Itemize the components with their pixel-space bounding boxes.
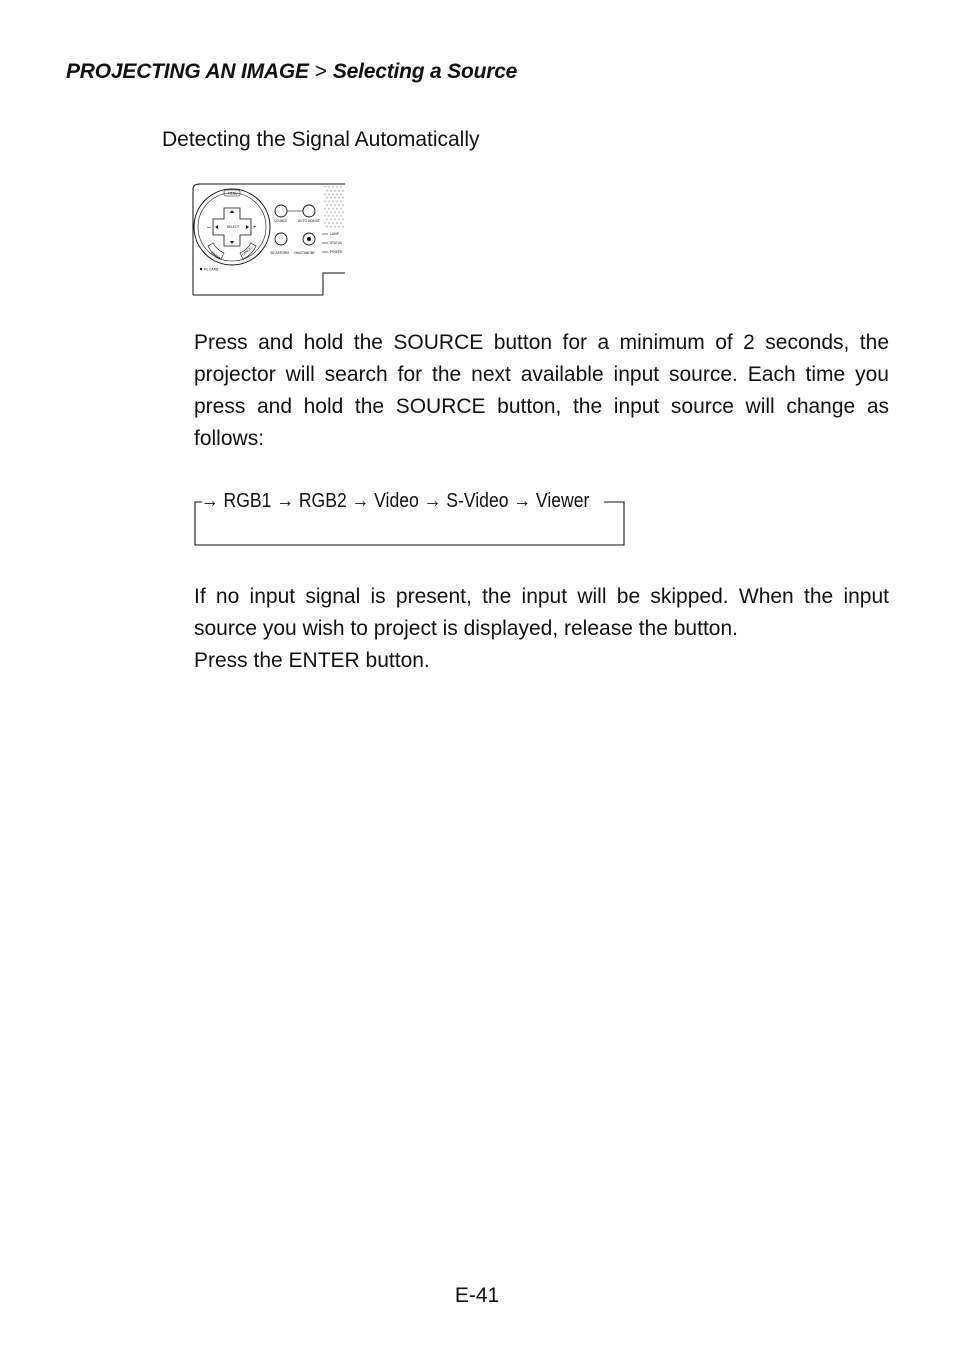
cycle-arrow: → — [201, 490, 219, 512]
subheading: Detecting the Signal Automatically — [162, 128, 480, 151]
paragraph2-line2: source you wish to project is displayed, release the button. — [194, 617, 738, 640]
enter-label: ENTER — [210, 250, 222, 261]
auto-adjust-button — [303, 205, 315, 217]
header-section: PROJECTING AN IMAGE — [66, 60, 309, 83]
cycle-arrow: → — [513, 490, 532, 512]
3d-reform-label: 3D REFORM — [270, 251, 290, 255]
cycle-text — [201, 490, 589, 513]
paragraph2-line3: Press the ENTER button. — [194, 649, 430, 672]
paragraph2-line1: If no input signal is present, the input will be skipped. When the input — [194, 585, 889, 608]
status-label: STATUS — [330, 241, 342, 245]
source-label: SOURCE — [274, 219, 288, 223]
on-standby-label: ON/STANDBY — [294, 251, 315, 255]
page-header — [66, 60, 517, 84]
cycle-item-s-video: S-Video — [446, 490, 509, 512]
menu-label: MENU — [228, 191, 238, 196]
control-panel-illustration — [192, 183, 346, 296]
cycle-item-video: Video — [374, 490, 419, 512]
cycle-arrow: → — [276, 490, 294, 512]
cancel-label: CANCEL — [241, 245, 254, 257]
power-label: POWER — [330, 250, 342, 254]
cycle-item-rgb1: RGB1 — [223, 490, 272, 512]
header-subsection: Selecting a Source — [332, 60, 518, 83]
speaker-grille — [324, 186, 344, 227]
plus-symbol: + — [253, 225, 257, 231]
auto-adjust-label: AUTO ADJUST — [298, 219, 320, 223]
cycle-arrow: → — [351, 490, 370, 512]
page-number: E-41 — [454, 1284, 500, 1307]
paragraph-source-button: Press and hold the SOURCE button for a minimum of 2 seconds, the projector will search for the next available input source. Each time you press and hold the SOURCE button, the input source will change as follows: — [194, 331, 889, 450]
cycle-item-viewer: Viewer — [535, 490, 590, 512]
minus-symbol: – — [207, 224, 211, 231]
cycle-item-rgb2: RGB2 — [298, 490, 347, 512]
header-separator: > — [314, 60, 327, 83]
pc-card-label: PC CARD — [204, 267, 219, 272]
input-cycle-diagram — [194, 488, 625, 546]
paragraph-skip-input — [194, 581, 889, 677]
cycle-arrow: → — [423, 490, 442, 512]
select-label: SELECT — [227, 225, 239, 229]
3d-reform-button — [275, 233, 287, 245]
source-button — [275, 205, 287, 217]
lamp-label: LAMP — [330, 232, 339, 236]
